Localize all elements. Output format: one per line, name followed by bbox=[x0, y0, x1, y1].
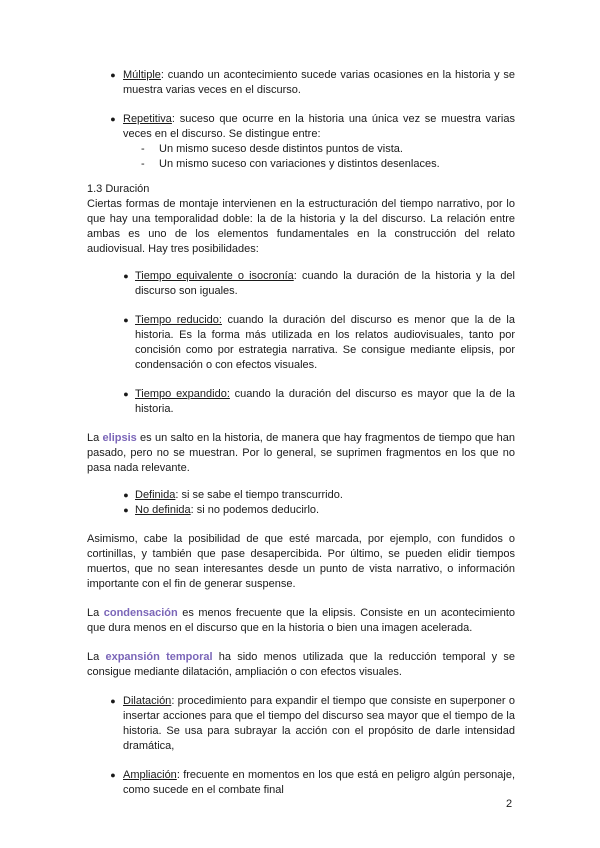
expansion-pre: La bbox=[87, 651, 106, 663]
elipsis-paragraph bbox=[87, 431, 515, 476]
list-item-repetitiva bbox=[87, 112, 515, 142]
text-definida: : si se sabe el tiempo transcurrido. bbox=[175, 489, 343, 501]
expansion-highlight: expansión temporal bbox=[105, 651, 213, 663]
term-equivalente: Tiempo equivalente o isocronía bbox=[135, 270, 294, 282]
text-expandido: cuando la duración del discurso es mayor que la de la historia. bbox=[135, 388, 515, 415]
condensacion-pre: La bbox=[87, 607, 104, 619]
intro-paragraph: Ciertas formas de montaje intervienen en la estructuración del tiempo narrativo, por lo que hay una temporalidad doble: la de la historia y la del discurso. La relación entre ambas es uno de los elementos fundamentales en la construcción del relato audiovisual. Hay tres posibilidades: bbox=[87, 198, 515, 255]
text-equivalente: : cuando la duración de la historia y la del discurso son iguales. bbox=[135, 270, 515, 297]
bullet-icon: ● bbox=[110, 114, 116, 124]
text-no-definida: : si no podemos deducirlo. bbox=[190, 504, 320, 516]
term-no-definida: No definida bbox=[135, 504, 191, 516]
page-content bbox=[87, 68, 515, 798]
elipsis-highlight: elipsis bbox=[102, 432, 137, 444]
condensacion-post: es menos frecuente que la elipsis. Consiste en un acontecimiento que dura menos en el discurso que en la historia o bien una imagen acelerada. bbox=[87, 607, 516, 634]
list-item-expandido bbox=[87, 387, 515, 417]
term-reducido: Tiempo reducido: bbox=[135, 314, 222, 326]
bullet-icon: ● bbox=[110, 70, 116, 80]
bullet-icon: ● bbox=[123, 271, 129, 281]
text-dilatacion: : procedimiento para expandir el tiempo que consiste en superponer o insertar acciones para que el tiempo del discurso sea mayor que el tiempo de la historia. Se usa para subrayar la acción con el propósito de darle intensidad dramática, bbox=[123, 695, 515, 752]
list-item-reducido bbox=[87, 313, 515, 373]
text-ampliacion: : frecuente en momentos en los que está en peligro algún personaje, como sucede en el combate final bbox=[123, 769, 515, 796]
list-item-no-definida bbox=[87, 503, 515, 518]
elipsis-post: es un salto en la historia, de manera que hay fragmentos de tiempo que han pasado, pero no se muestran. Por lo general, se suprimen fragmentos en los que no pasa nada relevante. bbox=[87, 432, 515, 474]
bullet-icon: ● bbox=[123, 490, 129, 500]
dash-icon: - bbox=[141, 143, 145, 155]
bullet-icon: ● bbox=[123, 505, 129, 515]
term-dilatacion: Dilatación bbox=[123, 695, 172, 707]
condensacion-highlight: condensación bbox=[103, 607, 178, 619]
list-item-ampliacion bbox=[87, 768, 515, 798]
bullet-icon: ● bbox=[110, 770, 116, 780]
expansion-paragraph bbox=[87, 650, 515, 680]
list-item-definida bbox=[87, 488, 515, 503]
term-repetitiva: Repetitiva bbox=[123, 113, 172, 125]
page-number: 2 bbox=[506, 798, 513, 810]
condensacion-paragraph bbox=[87, 606, 515, 636]
asimismo-paragraph: Asimismo, cabe la posibilidad de que esté marcada, por ejemplo, con fundidos o cortinillas, y también que pase desapercibida. Por último, se pueden elidir tiempos muertos, que no sean interesantes desde un punto de vista narrativo, o información importante con el fin de generar suspense. bbox=[87, 533, 515, 590]
bullet-icon: ● bbox=[110, 696, 116, 706]
dash-item-1 bbox=[141, 142, 515, 157]
list-item-dilatacion bbox=[87, 694, 515, 754]
term-ampliacion: Ampliación bbox=[123, 769, 177, 781]
dash-item-2 bbox=[141, 157, 515, 172]
term-definida: Definida bbox=[135, 489, 176, 501]
text-repetitiva: : suceso que ocurre en la historia una única vez se muestra varias veces en el discurso. Se distingue entre: bbox=[123, 113, 515, 140]
dash-text-1: Un mismo suceso desde distintos puntos de vista. bbox=[159, 143, 403, 155]
section-heading: 1.3 Duración bbox=[87, 183, 150, 195]
list-item-multiple bbox=[87, 68, 515, 98]
term-multiple: Múltiple bbox=[123, 69, 161, 81]
term-expandido: Tiempo expandido: bbox=[135, 388, 230, 400]
dash-text-2: Un mismo suceso con variaciones y distintos desenlaces. bbox=[159, 158, 440, 170]
bullet-icon: ● bbox=[123, 315, 129, 325]
text-multiple: : cuando un acontecimiento sucede varias ocasiones en la historia y se muestra varias veces en el discurso. bbox=[123, 69, 515, 96]
elipsis-pre: La bbox=[87, 432, 103, 444]
expansion-post: ha sido menos utilizada que la reducción temporal y se consigue mediante dilatación, ampliación o con efectos visuales. bbox=[87, 651, 515, 678]
list-item-equivalente bbox=[87, 269, 515, 299]
text-reducido: cuando la duración del discurso es menor que la de la historia. Es la forma más utilizada en los relatos audiovisuales, tanto por concisión como por estrategia narrativa. Se consigue mediante elipsis, por condensación o con efectos visuales. bbox=[135, 314, 515, 371]
dash-icon: - bbox=[141, 158, 145, 170]
bullet-icon: ● bbox=[123, 389, 129, 399]
